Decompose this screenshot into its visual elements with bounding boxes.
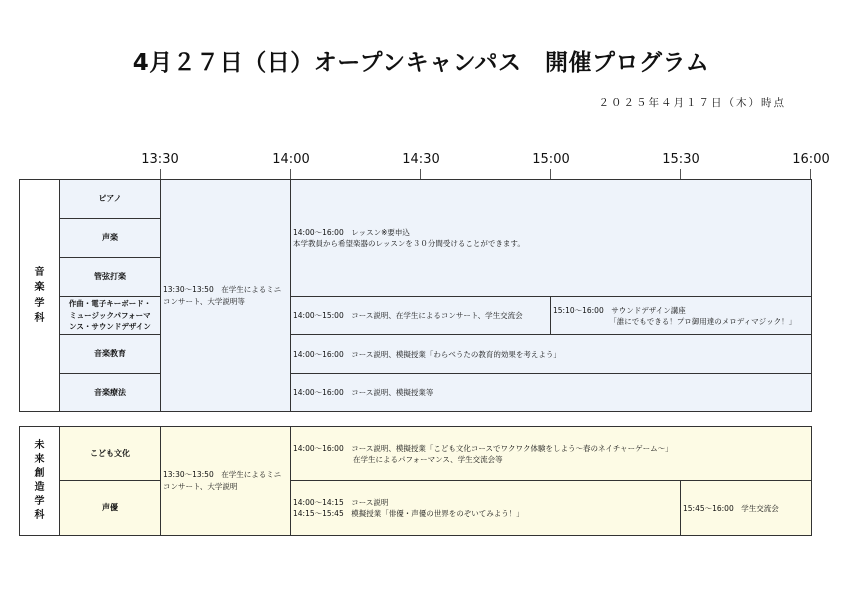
sound-design-cell: 15:10～16:00 サウンドデザイン講座 「誰にでもできる！プロ御用達のメロディマジック！」 bbox=[551, 297, 812, 335]
mini-concert-cell: 13:30～13:50 在学生によるミニ コンサート、大学説明 bbox=[161, 427, 291, 536]
time-tick: 14:00 bbox=[272, 152, 310, 167]
table-row bbox=[20, 180, 812, 219]
table-row bbox=[20, 427, 812, 481]
page-title: 4月２７日（日）オープンキャンパス 開催プログラム bbox=[132, 50, 710, 76]
course-label: 作曲・電子キーボード・ ミュージックパフォーマ ンス・サウンドデザイン bbox=[60, 297, 161, 335]
table-row bbox=[20, 481, 812, 536]
course-label: 音楽療法 bbox=[60, 374, 161, 412]
therapy-cell: 14:00～16:00 コース説明、模擬授業等 bbox=[291, 374, 812, 412]
kodomo-cell: 14:00～16:00 コース説明、模擬授業「こども文化コースでワクワク体験をしよう～春のネイチャーゲーム～」 在学生によるパフォーマンス、学生交流会等 bbox=[291, 427, 812, 481]
course-label: ピアノ bbox=[60, 180, 161, 219]
time-tick: 15:00 bbox=[532, 152, 570, 167]
time-tick: 16:00 bbox=[792, 152, 830, 167]
department-label: 未 来 創 造 学 科 bbox=[20, 427, 60, 536]
future-schedule-table bbox=[19, 426, 812, 536]
course-label: 声優 bbox=[60, 481, 161, 536]
table-row bbox=[20, 374, 812, 412]
course-label: 音楽教育 bbox=[60, 335, 161, 374]
course-label: 声楽 bbox=[60, 219, 161, 258]
department-label: 音 楽 学 科 bbox=[20, 180, 60, 412]
mini-concert-cell: 13:30～13:50 在学生によるミニ コンサート、大学説明等 bbox=[161, 180, 291, 412]
course-label: こども文化 bbox=[60, 427, 161, 481]
time-tick: 13:30 bbox=[141, 152, 179, 167]
composition-session-cell: 14:00～15:00 コース説明、在学生によるコンサート、学生交流会 bbox=[291, 297, 551, 335]
seiyu-session-cell: 14:00～14:15 コース説明 14:15～15:45 模擬授業「俳優・声優の世界をのぞいてみよう！」 bbox=[291, 481, 681, 536]
time-tick: 15:30 bbox=[662, 152, 700, 167]
time-tick: 14:30 bbox=[402, 152, 440, 167]
education-cell: 14:00～16:00 コース説明、模擬授業「わらべうたの教育的効果を考えよう」 bbox=[291, 335, 812, 374]
table-row bbox=[20, 297, 812, 335]
lesson-cell: 14:00～16:00 レッスン※要申込 本学教員から希望楽器のレッスンを３０分間受けることができます。 bbox=[291, 180, 812, 297]
as-of-date: ２０２５年４月１７日（木）時点 bbox=[598, 97, 786, 109]
music-schedule-table bbox=[19, 179, 812, 412]
course-label: 管弦打楽 bbox=[60, 258, 161, 297]
seiyu-exchange-cell: 15:45～16:00 学生交流会 bbox=[681, 481, 812, 536]
table-row bbox=[20, 335, 812, 374]
